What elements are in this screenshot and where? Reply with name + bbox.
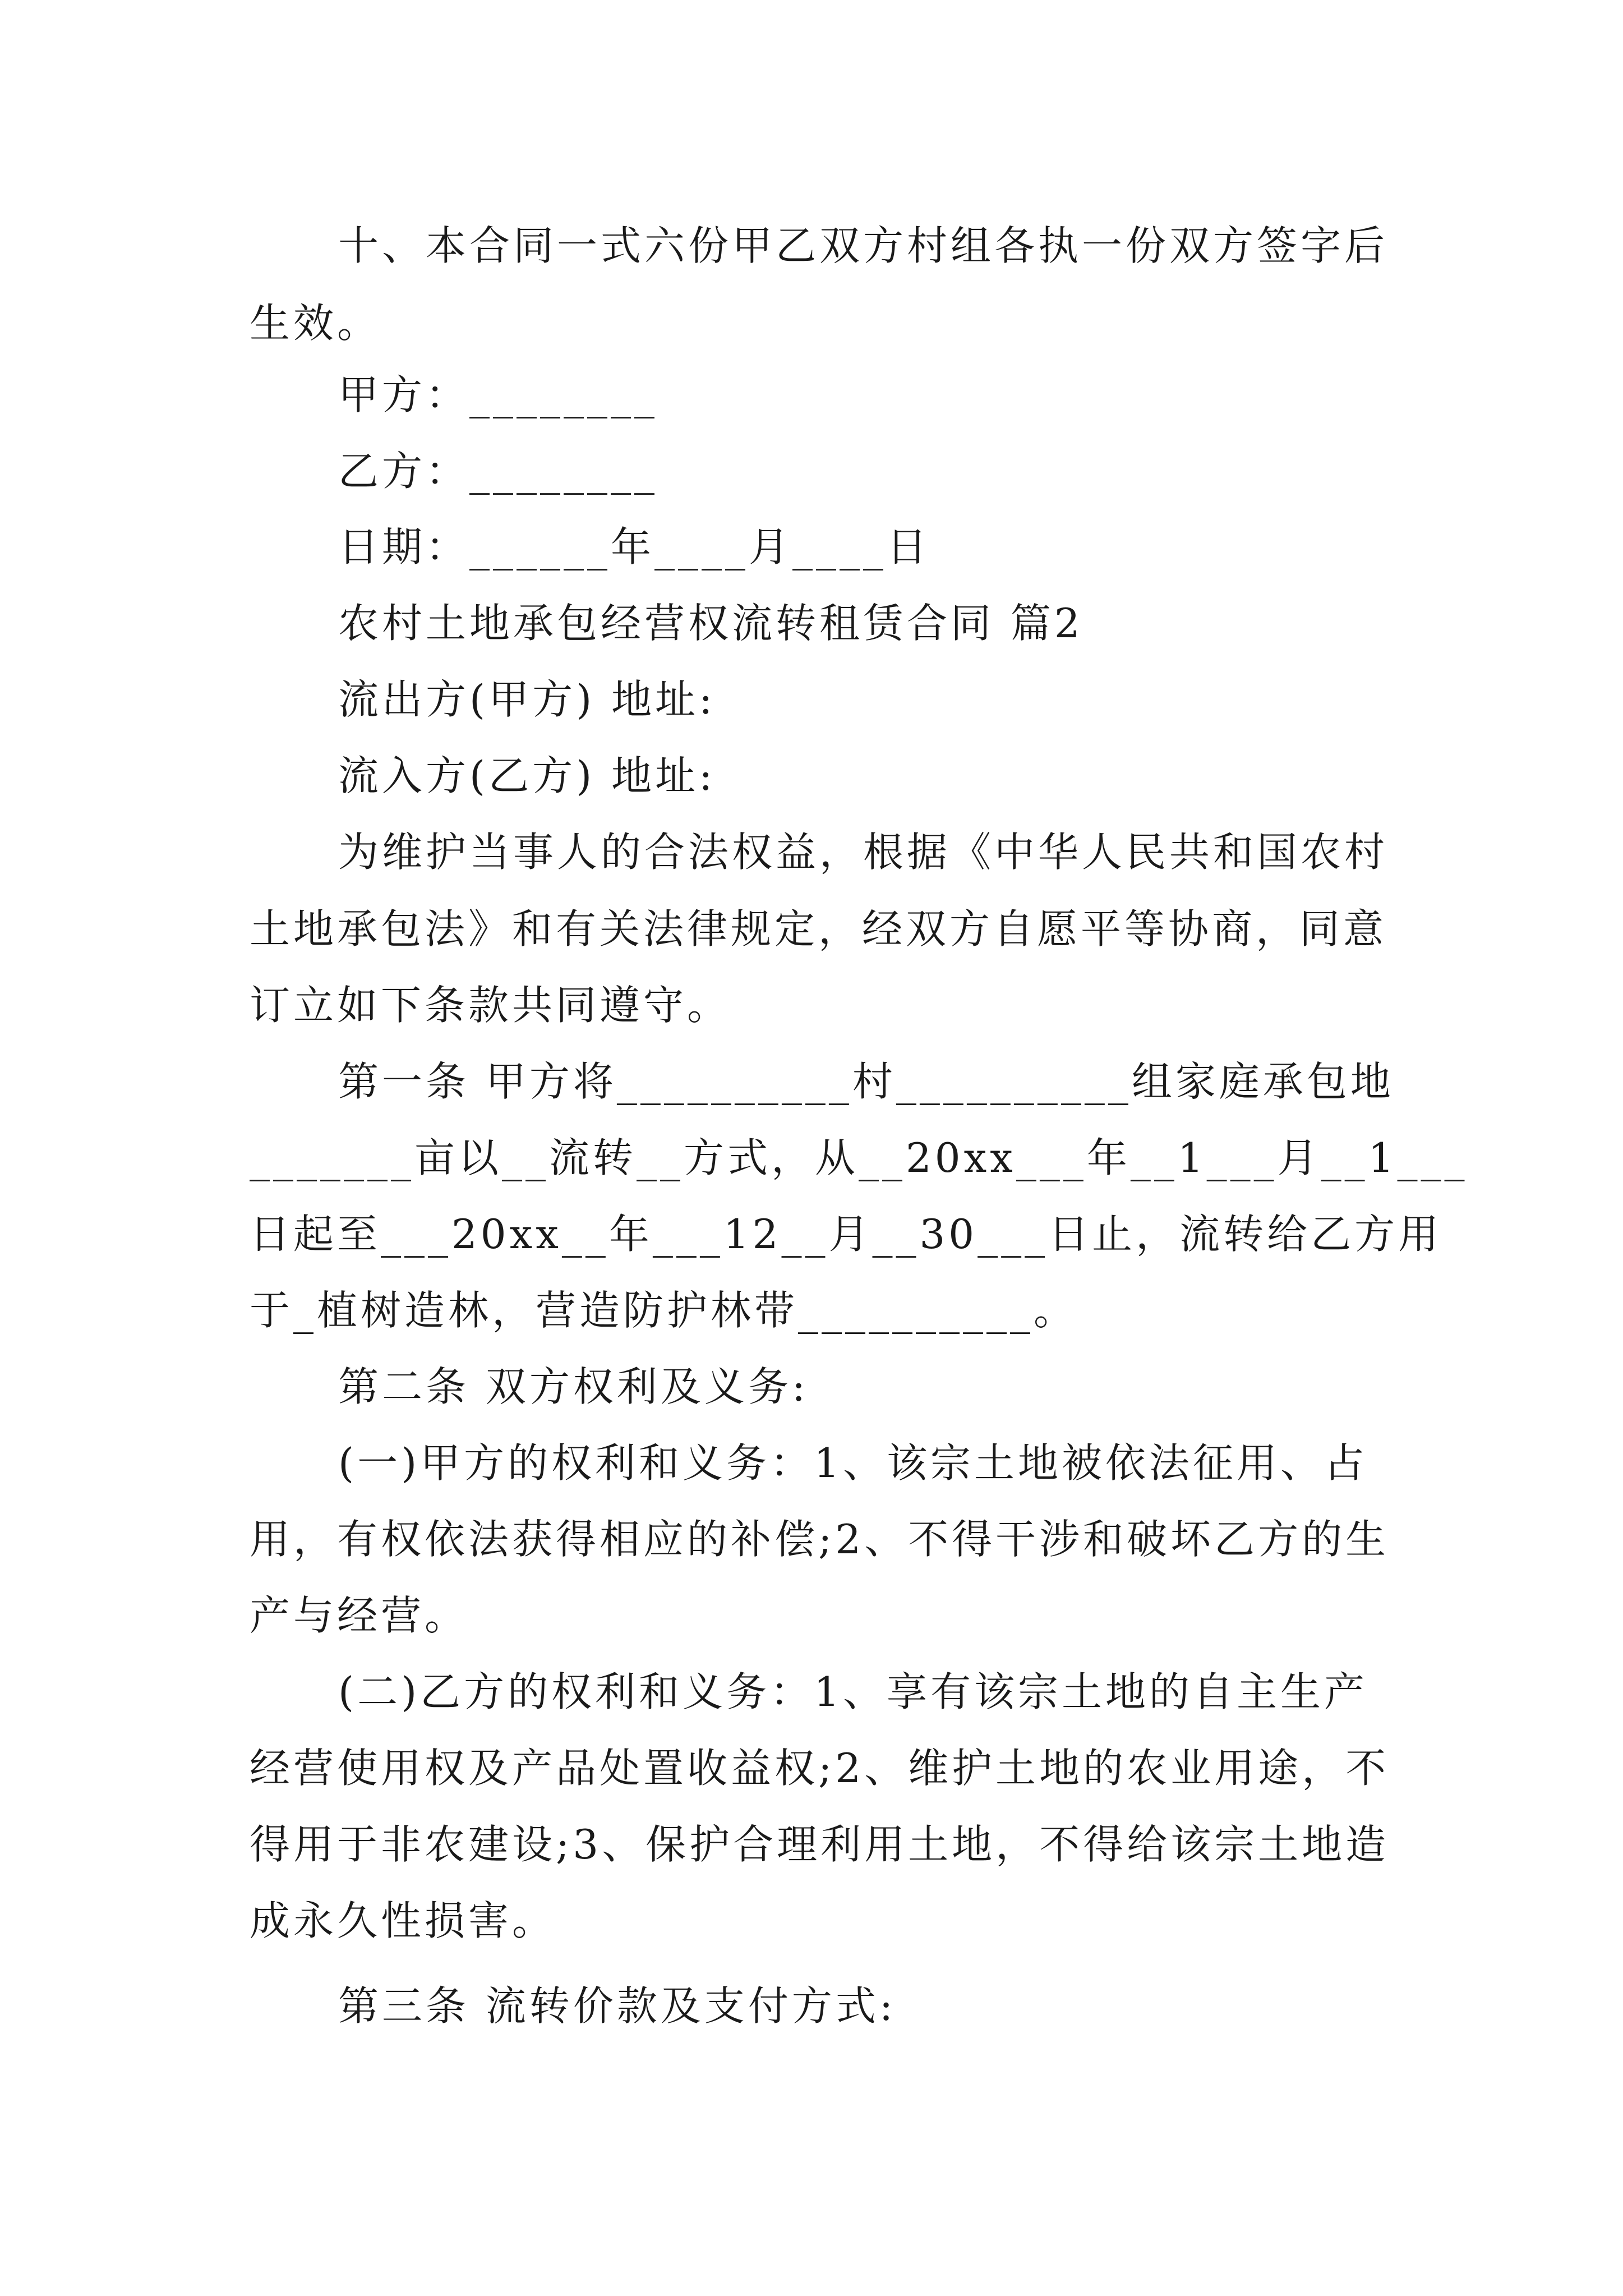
article-1-line-3: 日起至___20xx__年___12__月__30___日止，流转给乙方用 — [250, 1211, 1442, 1258]
article-3-heading: 第三条 流转价款及支付方式: — [338, 1982, 897, 2030]
party-b-signature-line: 乙方：________ — [338, 448, 658, 495]
article-2-party-b-line-1: (二)乙方的权利和义务：1、享有该宗土地的自主生产 — [338, 1668, 1368, 1715]
article-2-party-a-line-2: 用，有权依法获得相应的补偿;2、不得干涉和破坏乙方的生 — [250, 1516, 1390, 1563]
transferee-address: 流入方(乙方) 地址: — [338, 752, 716, 799]
article-2-party-b-line-2: 经营使用权及产品处置收益权;2、维护土地的农业用途，不 — [250, 1745, 1390, 1792]
article-1-line-1: 第一条 甲方将__________村__________组家庭承包地 — [338, 1058, 1394, 1105]
article-2-party-a-line-3: 产与经营。 — [250, 1592, 469, 1639]
paragraph-clause-10-line-2: 生效。 — [250, 300, 381, 347]
transferor-address: 流出方(甲方) 地址: — [338, 676, 716, 723]
article-2-party-a-line-1: (一)甲方的权利和义务：1、该宗土地被依法征用、占 — [338, 1439, 1368, 1487]
article-1-line-4: 于_植树造林，营造防护林带__________。 — [250, 1287, 1078, 1334]
article-2-party-b-line-3: 得用于非农建设;3、保护合理利用土地，不得给该宗土地造 — [250, 1821, 1390, 1868]
paragraph-clause-10-line-1: 十、本合同一式六份甲乙双方村组各执一份双方签字后 — [338, 222, 1389, 269]
party-a-signature-line: 甲方：________ — [338, 371, 658, 418]
contract-title: 农村土地承包经营权流转租赁合同 篇2 — [338, 600, 1083, 647]
article-1-line-2: _______亩以__流转__方式，从__20xx___年__1___月__1___ — [250, 1134, 1468, 1181]
date-line: 日期：______年____月____日 — [338, 523, 931, 570]
article-2-heading: 第二条 双方权利及义务: — [338, 1363, 809, 1410]
article-2-party-b-line-4: 成永久性损害。 — [250, 1897, 556, 1944]
preamble-line-3: 订立如下条款共同遵守。 — [250, 982, 731, 1029]
preamble-line-1: 为维护当事人的合法权益，根据《中华人民共和国农村 — [338, 829, 1389, 876]
preamble-line-2: 土地承包法》和有关法律规定，经双方自愿平等协商，同意 — [250, 905, 1387, 953]
